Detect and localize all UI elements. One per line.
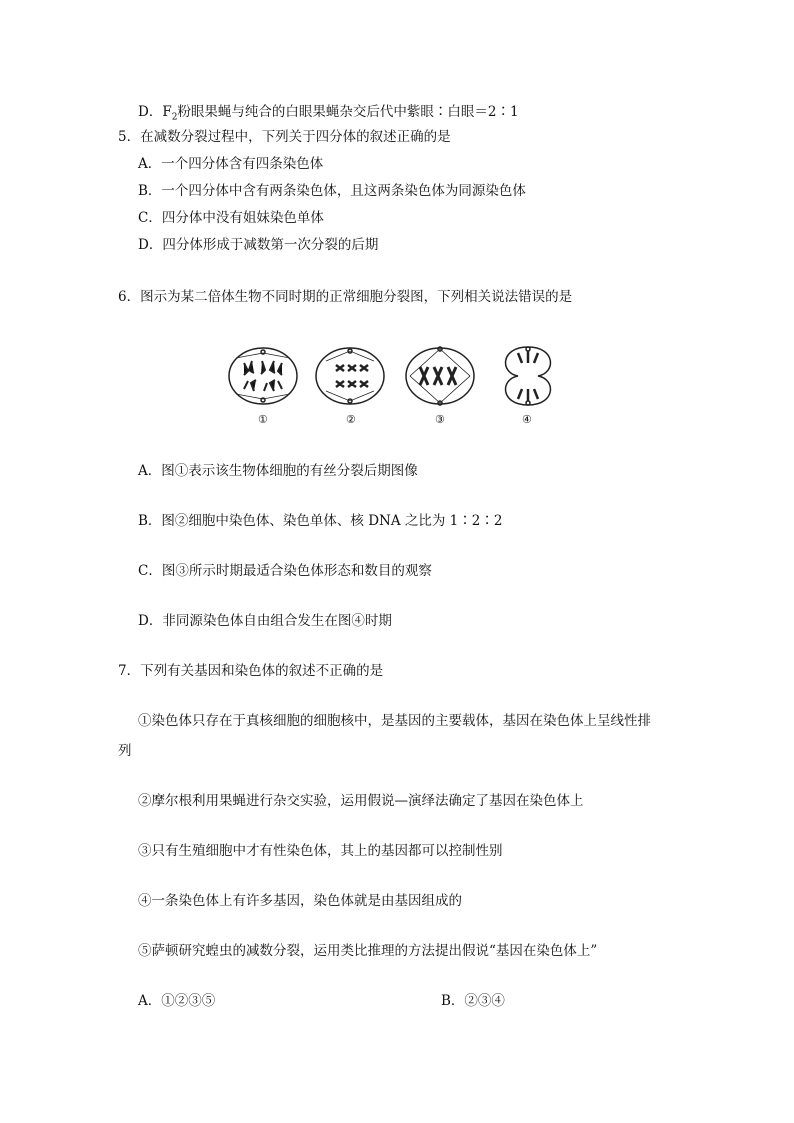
q4-option-d-subscript: 2	[171, 112, 178, 123]
q4-option-d	[138, 103, 519, 127]
q5-option-b: B．一个四分体中含有两条染色体，且这两条染色体为同源染色体	[138, 183, 526, 199]
q6-option-b: B．图②细胞中染色体、染色单体、核 DNA 之比为 1∶2∶2	[138, 513, 503, 529]
q5-option-d: D．四分体形成于减数第一次分裂的后期	[138, 237, 379, 253]
cell-2-caption: ②	[346, 413, 356, 426]
q5-stem: 5．在减数分裂过程中，下列关于四分体的叙述正确的是	[118, 129, 451, 145]
q4-option-d-prefix: D．F	[138, 104, 172, 120]
q5-option-a: A．一个四分体含有四条染色体	[138, 156, 324, 172]
cell-1-caption: ①	[258, 413, 268, 426]
q6-stem: 6．图示为某二倍体生物不同时期的正常细胞分裂图，下列相关说法错误的是	[118, 289, 573, 305]
cell-3-diagram	[406, 347, 474, 405]
q6-option-a: A．图①表示该生物体细胞的有丝分裂后期图像	[138, 463, 418, 479]
q7-option-a: A．①②③⑤	[138, 993, 216, 1009]
cell-2-diagram	[316, 348, 384, 404]
q7-statement-1-line1: ①染色体只存在于真核细胞的细胞核中，是基因的主要载体，基因在染色体上呈线性排	[138, 713, 651, 729]
q7-statement-3: ③只有生殖细胞中才有性染色体，其上的基因都可以控制性别	[138, 843, 503, 859]
cell-4-diagram	[506, 347, 551, 405]
q7-statement-2: ②摩尔根利用果蝇进行杂交实验，运用假说—演绎法确定了基因在染色体上	[138, 793, 584, 809]
q4-option-d-text: 粉眼果蝇与纯合的白眼果蝇杂交后代中紫眼∶白眼＝2∶1	[177, 104, 519, 120]
q7-statement-5: ⑤萨顿研究蝗虫的减数分裂，运用类比推理的方法提出假说“基因在染色体上”	[138, 943, 598, 959]
q7-option-b: B．②③④	[441, 993, 505, 1009]
cell-1-diagram	[229, 348, 297, 404]
q7-stem: 7．下列有关基因和染色体的叙述不正确的是	[118, 663, 384, 679]
q7-statement-4: ④一条染色体上有许多基因，染色体就是由基因组成的	[138, 893, 462, 909]
cell-3-caption: ③	[435, 413, 445, 426]
cell-4-caption: ④	[522, 413, 532, 426]
q5-option-c: C．四分体中没有姐妹染色单体	[138, 210, 324, 226]
q7-statement-1-line2: 列	[118, 743, 132, 759]
q6-option-d: D．非同源染色体自由组合发生在图④时期	[138, 613, 392, 629]
q6-option-c: C．图③所示时期最适合染色体形态和数目的观察	[138, 563, 432, 579]
cell-division-figure	[226, 343, 562, 433]
